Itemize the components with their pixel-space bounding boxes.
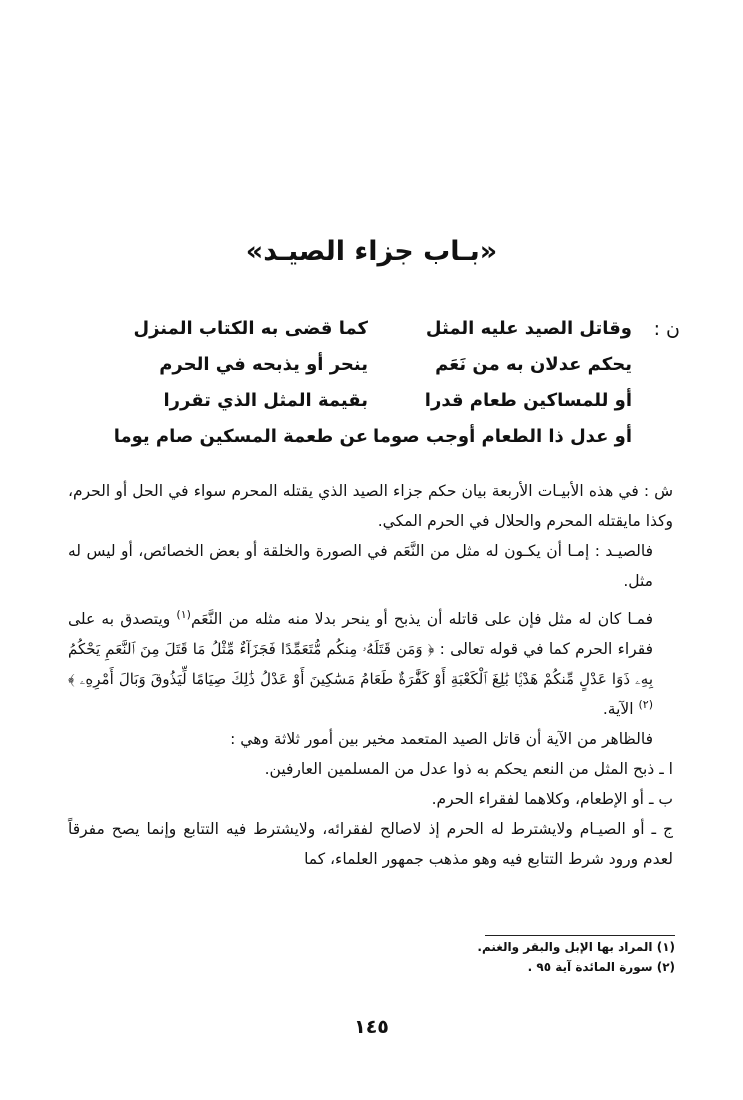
list-item — [68, 814, 673, 874]
paragraph-text: في هذه الأبيـات الأربعة بيان حكم جزاء الصيد الذي يقتله المحرم سواء في الحل أو الحرم، وكذا مايقتله المحرم والحلال في الحرم المكي. — [68, 482, 673, 530]
list-item-text: ذبح المثل من النعم يحكم به ذوا عدل من المسلمين العارفين. — [264, 760, 655, 778]
paragraph-text: فمـا كان له مثل فإن على قاتله أن يذبح أو ينحر بدلا منه مثله من النَّعَم — [190, 610, 653, 628]
footnote — [350, 957, 675, 977]
poem-hemistich-left: بقيمة المثل الذي تقررا — [163, 390, 368, 411]
poem-block — [105, 318, 680, 462]
footnote-text: المراد بها الإبل والبقر والغنم. — [477, 940, 653, 954]
poem-hemistich-left: ينحر أو يذبحه في الحرم — [159, 354, 368, 375]
quran-verse: ﴿ وَمَن قَتَلَهُۥ مِنكُم مُّتَعَمِّدًا فَجَزَآءٌ مِّثْلُ مَا قَتَلَ مِنَ ٱلنَّعَمِ يَحْكُمُ بِهِۦ ذَوَا عَدْلٍ مِّنكُمْ هَدْيَۢا بَٰلِغَ ٱلْكَعْبَةِ أَوْ كَفَّٰرَةٌ طَعَامُ مَسَٰكِينَ أَوْ عَدْلُ ذَٰلِكَ صِيَامًا لِّيَذُوقَ وَبَالَ أَمْرِهِۦ ﴾ — [68, 640, 653, 688]
list-item-text: أو الإطعام، وكلاهما لفقراء الحرم. — [431, 790, 644, 808]
paragraph-text: ويتصدق به على فقراء الحرم كما في قوله تعالى : — [68, 610, 653, 658]
paragraph: فالصيـد : إمـا أن يكـون له مثل من النَّعَم في الصورة والخلقة أو بعض الخصائص، أو ليس له مثل. — [68, 542, 653, 590]
list-item-label: ب ـ — [648, 790, 673, 808]
paragraph-text: الآية. — [602, 700, 634, 718]
poem-line — [105, 318, 680, 354]
paragraph — [68, 476, 673, 536]
page-number: ١٤٥ — [354, 1016, 389, 1038]
poem-line — [105, 426, 680, 462]
paragraph: فالظاهر من الآية أن قاتل الصيد المتعمد مخير بين أمور ثلاثة وهي : — [230, 730, 653, 748]
footnote-text: سورة المائدة آية ٩٥ . — [527, 960, 653, 974]
footnote — [350, 937, 675, 957]
poem-hemistich-right: أو للمساكين طعام قدرا — [424, 390, 632, 411]
commentary-label: ش : — [643, 482, 673, 500]
poem-hemistich-left: عن طعمة المسكين صام يوما — [113, 426, 368, 447]
list-item-label: ا ـ — [659, 760, 673, 778]
commentary-body — [68, 476, 673, 874]
poem-line — [105, 354, 680, 390]
poem-hemistich-right: أو عدل ذا الطعام أوجب صوما — [373, 426, 632, 447]
list-item — [68, 754, 673, 784]
list-item-text: أو الصيـام ولايشترط له الحرم إذ لاصالح لفقرائه، ولايشترط فيه التتابع وإنما يصح مفرقاً لعدم ورود شرط التتابع فيه وهو مذهب جمهور العلماء، كما — [68, 820, 673, 868]
list-item — [68, 784, 673, 814]
poem-line — [105, 390, 680, 426]
footnote-separator — [485, 935, 675, 936]
poem-hemistich-right: وقاتل الصيد عليه المثل — [425, 318, 632, 339]
footnote-number: (٢) — [656, 960, 675, 974]
poem-hemistich-left: كما قضى به الكتاب المنزل — [133, 318, 368, 339]
poem-label: ن : — [653, 318, 680, 340]
footnotes — [350, 937, 675, 977]
footnote-number: (١) — [656, 940, 675, 954]
footnote-ref-1: (١) — [176, 607, 191, 621]
poem-hemistich-right: يحكم عدلان به من نَعَم — [435, 354, 632, 375]
list-item-label: ج ـ — [651, 820, 673, 838]
chapter-title: «بـاب جزاء الصيـد» — [245, 236, 498, 267]
footnote-ref-2: (٢) — [638, 697, 653, 711]
paragraph — [68, 604, 673, 724]
